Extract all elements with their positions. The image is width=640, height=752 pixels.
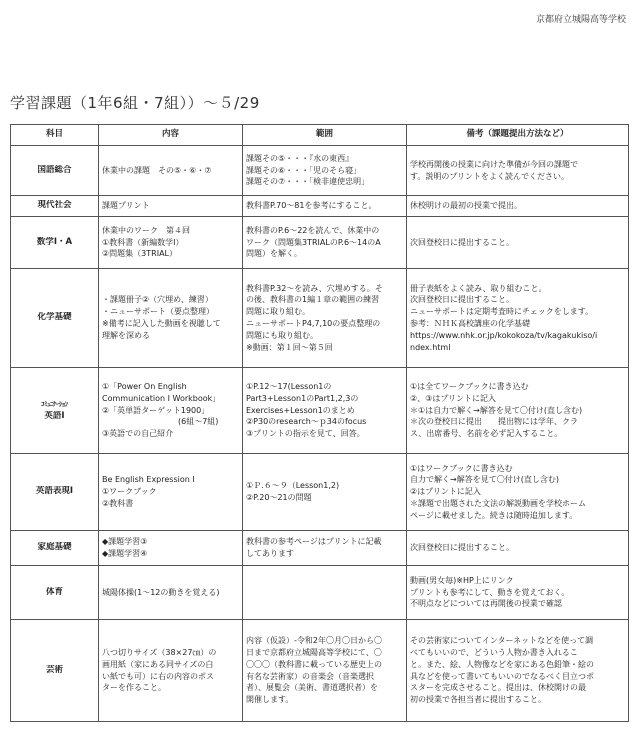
notes-cell (407, 146, 629, 196)
cell-line: 教科書のP.6～22を読んで、休業中の (246, 225, 380, 235)
cell-line: 学校再開後の授業に向けた準備が今回の課題で (410, 159, 578, 169)
cell-line: 課題プリント (102, 201, 150, 211)
cell-line: 教科書P.70～81を参考にすること。 (246, 201, 377, 211)
subject-cell (11, 531, 99, 566)
cell-line: 問題にも取り組む。 (246, 330, 318, 340)
content-cell (99, 368, 243, 454)
subject-cell (11, 217, 99, 269)
subject-cell (11, 620, 99, 722)
range-cell (243, 620, 407, 722)
cell-line: 八つ切りサイズ（38×27㎝）の (102, 647, 217, 657)
range-cell (243, 454, 407, 531)
cell-line: 化学基礎 (37, 312, 72, 323)
notes-cell (407, 620, 629, 722)
cell-line: ndex.html (410, 342, 451, 352)
cell-line: ①は全てワークブックに書き込む (410, 382, 529, 391)
cell-line: 国語総合 (37, 164, 72, 175)
cell-line: 自力で解く→解答を見て〇付け(直し含む) (410, 475, 559, 485)
cell-line: 者）、展覧会（美術、書道選択者）を (246, 683, 378, 693)
cell-line: べてもいいので、どういう人物か書き入れるこ (410, 647, 578, 657)
cell-line: ニューサポートP4,7,10の要点整理の (246, 319, 381, 328)
school-name: 京都府立城陽高等学校 (535, 15, 626, 25)
cell-line: 城陽体操(1～12の動きを覚える) (102, 587, 220, 597)
cell-line: ワーク（問題集3TRIALのP.6～14のA (246, 237, 381, 247)
cell-line: 画用紙（家にある同サイズの白 (102, 659, 214, 669)
cell-line: ②教科書 (102, 498, 134, 508)
cell-line: ページに載せました。続きは随時追加します。 (410, 510, 578, 520)
cell-line: 開催します。 (246, 695, 294, 705)
cell-line: Be English Expression Ⅰ (102, 475, 195, 485)
cell-line: 芸術 (45, 664, 63, 675)
table-header-row (11, 125, 629, 146)
cell-line: Part3+Lesson1のPart1,2,3の (246, 393, 359, 403)
cell-line: してあります (246, 549, 294, 558)
cell-line: ・ニューサポート（要点整理） (102, 307, 214, 317)
cell-line: 課題その⑤・・・『水の東西』 (246, 153, 354, 163)
cell-line: ◆課題学習③ (102, 537, 148, 547)
table-row (11, 269, 629, 368)
cell-line: 英語Ⅰ (44, 410, 65, 421)
cell-line: ①はワークブックに書き込む (410, 463, 513, 473)
table-row (11, 454, 629, 531)
cell-line: https://www.nhk.or.jp/kokokoza/tv/kagakukiso/i (410, 330, 598, 340)
cell-line: ①Ｐ.６～９（Lesson1,2) (246, 481, 340, 491)
notes-cell (407, 217, 629, 269)
cell-line: と。また、絵、人物像などを家にある色鉛筆・絵の (410, 659, 594, 669)
table-row (11, 368, 629, 454)
header-range: 範囲 (243, 125, 407, 146)
cell-line: ②、③はプリントに記入 (410, 393, 497, 403)
cell-line: 理解を深める (102, 330, 150, 340)
cell-line: ◆課題学習④ (102, 549, 148, 558)
notes-cell (407, 269, 629, 368)
cell-line: プリントも参考にして、動きを覚えておく。 (410, 587, 570, 597)
cell-line: 動画(男女毎)※HP上にリンク (410, 575, 514, 585)
cell-line: 具などを使って書いてもいいのでなるべく目立つポ (410, 671, 594, 681)
content-cell (99, 217, 243, 269)
cell-line: 休業中の課題 その⑤・⑥・⑦ (102, 165, 212, 175)
header-notes: 備考（課題提出方法など） (407, 125, 629, 146)
cell-line: 英語表現Ⅰ (35, 486, 74, 497)
notes-cell (407, 531, 629, 566)
range-cell (243, 531, 407, 566)
range-cell (243, 146, 407, 196)
cell-line: 次回登校日に提出すること。 (410, 237, 514, 247)
cell-line: 体育 (45, 586, 63, 597)
cell-line: ・課題冊子②（穴埋め、練習） (102, 295, 213, 305)
subject-cell (11, 146, 99, 196)
range-cell (243, 269, 407, 368)
cell-line: スターを完成させること。提出は、休校開けの最 (410, 683, 586, 693)
content-cell (99, 566, 243, 620)
cell-line: 問題に取り組む。 (246, 307, 310, 317)
cell-line: ①P.12～17(Lesson1の (246, 382, 332, 391)
header-content: 内容 (99, 125, 243, 146)
cell-line: 初の授業で各担当者に提出すること。 (410, 695, 546, 705)
subject-cell (11, 566, 99, 620)
cell-line: 不明点などについては再開後の授業で確認 (410, 599, 562, 609)
range-cell (243, 566, 407, 620)
table-row (11, 620, 629, 722)
table-row (11, 217, 629, 269)
table-row (11, 566, 629, 620)
notes-cell (407, 566, 629, 620)
cell-line: 数学Ⅰ・A (36, 236, 73, 247)
cell-line: 休業中のワーク 第４回 (102, 225, 190, 235)
table-row (11, 531, 629, 566)
cell-line: ②「英単語ターゲット1900」 (102, 405, 210, 415)
range-cell (243, 217, 407, 269)
cell-line: す。説明のプリントをよく読んでください。 (410, 171, 570, 181)
cell-line: 次回登校日に提出すること。 (410, 295, 514, 305)
cell-line: 次回登校日に提出すること。 (410, 543, 514, 553)
table-row (11, 196, 629, 217)
notes-cell (407, 196, 629, 217)
content-cell (99, 146, 243, 196)
cell-line: ＊①は自力で解く→解答を見て〇付け(直し含む) (410, 405, 583, 415)
cell-line: ターを作ること。 (102, 683, 166, 693)
range-cell (243, 368, 407, 454)
cell-line: ②P.20～21の問題 (246, 493, 312, 502)
content-cell (99, 454, 243, 531)
range-cell (243, 196, 407, 217)
cell-line: ＊課題で出題された文法の解説動画を学校ホーム (410, 498, 586, 508)
subject-cell (11, 269, 99, 368)
content-cell (99, 269, 243, 368)
cell-line: Exercises+Lesson1のまとめ (246, 405, 355, 415)
cell-line: 課題その⑦・・・「検非違使忠明」 (246, 177, 370, 187)
cell-line: (6組～7組) (178, 417, 219, 427)
cell-line: ①「Power On English (102, 382, 187, 391)
cell-line: 家庭基礎 (37, 542, 72, 553)
table-row (11, 146, 629, 196)
cell-line: ③プリントの指示を見て、回答。 (246, 429, 365, 439)
cell-line: 問題）を解く。 (246, 249, 302, 259)
cell-line: 〇〇〇（教科書に載っている歴史上の (246, 659, 382, 669)
cell-line: ②はプリントに記入 (410, 487, 481, 497)
cell-line: 教科書P.32～を読み、穴埋めする。そ (246, 283, 383, 293)
cell-line: Communication Ⅰ Workbook」 (102, 393, 221, 403)
cell-line: ②P30のresearch～ｐ34のfocus (246, 417, 367, 427)
content-cell (99, 531, 243, 566)
assignment-table (10, 124, 629, 722)
subject-cell (11, 454, 99, 531)
cell-line: ②問題集（3TRIAL） (102, 249, 177, 259)
cell-line: ※動画：第１回～第５回 (246, 342, 333, 352)
cell-line: 内容（仮設）-令和2年〇月〇日から〇 (246, 636, 382, 646)
cell-line: の後、教科書の1編１章の範囲の練習 (246, 295, 380, 305)
cell-line: 参考：ＮＨＫ高校講座の化学基礎 (410, 319, 530, 328)
cell-line: 冊子表紙をよく読み、取り組むこと。 (410, 283, 547, 293)
header-subject: 科目 (11, 125, 99, 146)
page-title: 学習課題（1年6組・7組））～５/29 (10, 94, 260, 112)
cell-line: 課題その⑥・・・「児のそら寝」 (246, 165, 362, 175)
subject-cell (11, 196, 99, 217)
cell-line: その芸術家についてインターネットなどを使って調 (410, 636, 594, 646)
cell-line: い紙でも可）に右の内容のポス (102, 671, 214, 681)
content-cell (99, 620, 243, 722)
content-cell (99, 196, 243, 217)
cell-line: 日まで京都府立城陽高等学校にて、〇 (246, 647, 382, 657)
cell-line: ①教科書（新編数学Ⅰ） (102, 237, 184, 247)
cell-line: ｺﾐｭﾆｹｰｼｮﾝ (41, 399, 68, 408)
cell-line: ※備考に記入した動画を視聴して (102, 319, 221, 328)
cell-line: ＊次の登校日に提出 提出物には学年、クラ (410, 417, 578, 427)
cell-line: ス、出席番号、名前を必ず記入すること。 (410, 429, 563, 439)
notes-cell (407, 454, 629, 531)
cell-line: ①ワークブック (102, 487, 157, 497)
cell-line: 現代社会 (37, 200, 72, 211)
cell-line: 有名な芸術家）の音楽会（音楽選択 (246, 671, 374, 681)
cell-line: ③英語での自己紹介 (102, 429, 174, 439)
cell-line: ニューサポートは定期考査時にチェックをします。 (410, 307, 594, 317)
subject-cell (11, 368, 99, 454)
cell-line: 休校明けの最初の授業で提出。 (410, 201, 522, 211)
cell-line: 教科書の参考ページはプリントに記載 (246, 537, 382, 547)
notes-cell (407, 368, 629, 454)
